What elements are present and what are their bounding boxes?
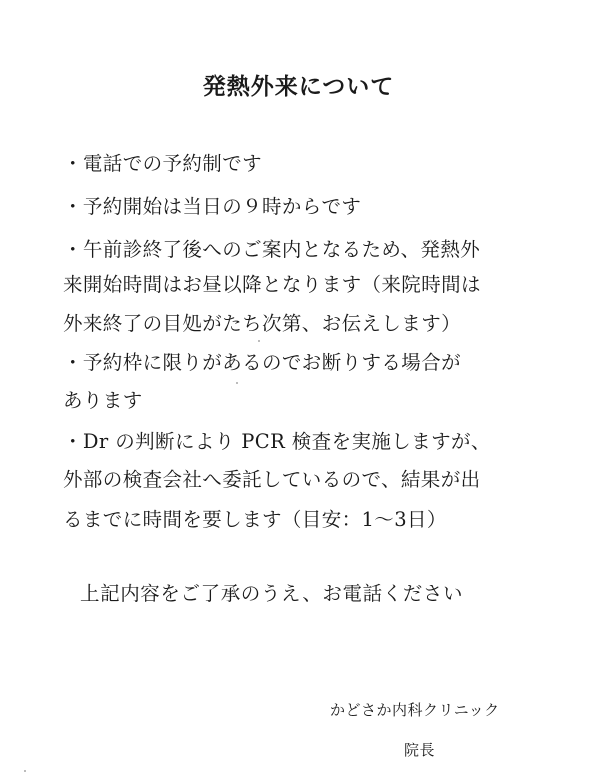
clinic-name: かどさか内科クリニック (330, 701, 500, 719)
notice-line: ・午前診終了後へのご案内となるため、発熱外 (63, 238, 481, 261)
notice-line: 外来終了の目処がたち次第、お伝えします） (63, 312, 462, 335)
notice-line: ・予約枠に限りがあるのでお断りする場合が (63, 351, 462, 374)
scan-speck (258, 340, 260, 342)
notice-line: ・Dr の判断により PCR 検査を実施しますが、 (63, 430, 491, 453)
signatory-title: 院長 (404, 741, 436, 759)
notice-line: るまでに時間を要します（目安：1〜3日） (63, 508, 447, 531)
notice-title: 発熱外来について (202, 73, 395, 100)
closing-request: 上記内容をご了承のうえ、お電話ください (80, 582, 464, 605)
notice-line: ・予約開始は当日の９時からです (63, 195, 362, 218)
notice-line: 外部の検査会社へ委託しているので、結果が出 (63, 468, 481, 491)
notice-line: ・電話での予約制です (63, 152, 263, 175)
notice-line: 来開始時間はお昼以降となります（来院時間は (63, 273, 481, 296)
scan-speck (236, 382, 238, 384)
notice-line: あります (63, 389, 143, 412)
